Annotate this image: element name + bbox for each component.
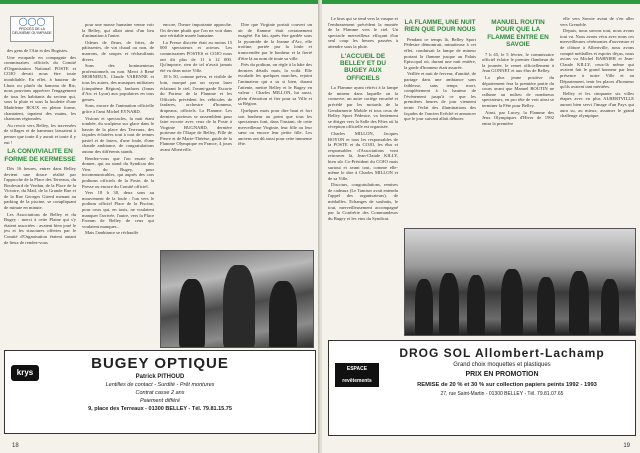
page-number: 18 bbox=[12, 443, 19, 449]
paragraph: Charles MILLON, Jacques BOYON et tous les responsables de la POSTE et du COJO, les élus et responsables d'Associations vont retrouver là, Jean-Claude KILLY, bien sûr Co-Président du COJO mais surtout et avant tout, comme elle-même le dire à Charles MILLON et de sa Ville. bbox=[328, 130, 398, 181]
person-silhouette bbox=[179, 279, 205, 348]
paragraph: pour une masse humaine venue voir la Belley, qui allait ainsi d'un lieu d'animation à l'autre. bbox=[82, 22, 154, 39]
ad-title: DROG SOL Allombert-Lachamp bbox=[399, 346, 605, 360]
page-number: 19 bbox=[623, 443, 630, 449]
paragraph: 7 h 45, le 5 février, le commissaire officiel éclaire le premier flambeau de la journée, le remet officiellement à Jean GONNET et aux élus de Belley. bbox=[482, 51, 554, 74]
person-silhouette bbox=[537, 277, 555, 335]
person-silhouette bbox=[601, 279, 619, 335]
top-green-bar bbox=[322, 0, 640, 4]
left-column-1 bbox=[4, 48, 76, 346]
paragraph: Ainsi, par Lucey, la Flamme des Jeux Olympiques d'Hiver de 1992 entra la première bbox=[482, 109, 554, 126]
section-heading: MANUEL ROUTIN POUR QUE LA FLAMME ENTRE EN SAVOIE bbox=[487, 19, 549, 49]
ad-line: REMISE de 20 % et 30 % sur collection papiers peints 1992 - 1993 bbox=[417, 382, 597, 388]
espace-logo: ESPACE revêtements bbox=[335, 363, 379, 387]
ad-line: PRIX EN PROMOTION bbox=[465, 371, 539, 378]
ad-line: Lentilles de contact - Surdité - Prêt montures bbox=[105, 382, 215, 388]
paragraph: Quelques mots pour dire haut et fort son bonheur au point que tous les spectateurs font, dans l'instant, de cette merveilleuse Virginie, leur fille ou leur sœur ou encore leur petite fille. Les anciens ont dû aussi pour cette immense fête. bbox=[238, 107, 312, 147]
paragraph: Belley et les cinquante six villes étapes avec en plus ALBERTVILLE auront bien servi l'image d'un Pays qui aura su, au mieux, assumer le grand challenge olympique. bbox=[560, 90, 634, 119]
person-silhouette bbox=[467, 275, 485, 335]
paragraph: Mais l'ambiance se réchauffe bbox=[85, 230, 139, 236]
right-column-1 bbox=[328, 16, 398, 334]
paragraph: Discours, congratulations, remises de cadeaux (Le Tamiser avait entendu l'appel des organisateurs), de médailles. Echanges de souhaits, le tout, merveilleusement accompagné par la Confrérie des Commandeurs du Bugey et les vins du Syndicat. bbox=[328, 182, 398, 221]
section-heading: L'ACCUEIL DE BELLEY ET DU BUGEY AUX OFFICIELS bbox=[339, 52, 387, 82]
person-silhouette bbox=[501, 269, 523, 335]
paragraph: Depuis, nous savons tout, nous avons tout vu. Nous avons vécu avec nous ces merveilleuses cérémonies d'ouverture et de clôture à Albertville, nous avons compté médailles et espoirs déçus, nous avons vu Michel BARNIER et Jean-Claude KILLY, ceux-là même qui avaient fait le grand honneur par leur présence à notre Ville et au Département, tenir les places d'honneur qu'ils avaient tant méritées. bbox=[560, 28, 634, 90]
paragraph: Visions et spectacles, la nuit étant tombée, du sculpteur sur glace dans le bassin de la place des Terreaux, des façades éclairées tout à tout de teintes pastel et de lasers, d'une foule, d'une chaude ambiance, de congratulations autour des différents stands. bbox=[82, 115, 154, 155]
ad-address: 27, rue Saint-Martin - 01300 BELLEY - Tél. 79.81.07.65 bbox=[440, 391, 564, 397]
left-column-4 bbox=[238, 22, 312, 246]
paragraph: Pendant ce temps là, Belley Sport Pédestre démontrait, minutieuse à cet effet, conduisait la lampe de mineur portant la flamme jusque au Palais Episcopal où, durant une nuit entière, la garde d'honneur était assurée. bbox=[404, 36, 476, 70]
paragraph: Vers 18 h 30, deux sons au mouvement de la foule : l'un vers le podium officiel Place de la Piscine, pour ceux qui, en taxis, ne voulaient manquer l'arrivée, l'autre, vers la Place Fromm de Belley de ceux qui voulaient manquer... bbox=[82, 190, 154, 229]
ad-drog-sol bbox=[328, 340, 636, 436]
paragraph: Les Associations de Belley et du Bugey : merci à cette Plaine qui s'y étaient associées : avaient bien joué le jeu et les structures offertes par le Comité d'Organisation étaient autant de lieux de rendez-vous bbox=[4, 211, 76, 245]
paragraph: Près du podium, on règle à la hâte des derniers détails mais, la voilà. Elle escalade les quelques marches, rejoint l'animateur qui a su si bien, durant l'attente, mettre Belley et le Bugey en valeur : Charles MILLON, lui aussi, plein d'émotion et fier pour sa Ville et sa Région. bbox=[238, 62, 312, 107]
paragraph: elle vers Savoie avant de s'en aller vers Grenoble. bbox=[560, 16, 634, 27]
right-page bbox=[322, 0, 640, 453]
person-silhouette bbox=[269, 281, 297, 348]
person-silhouette bbox=[415, 279, 433, 335]
paragraph: encore, l'heure importante approche. On devine plutôt que l'on ne voit dans une véritable marée humaine. bbox=[160, 22, 232, 39]
paragraph: Le bras qui se tend vers la vasque et l'embrasement précédent la montée de la Flamme vers le ciel. Un spectacle merveilleux effaçant d'un seul coup les heures passées à attendre sous la pluie. bbox=[328, 16, 398, 49]
person-silhouette bbox=[439, 273, 459, 335]
section-heading: LA CONVIVIALITE EN FORME DE KERMESSE bbox=[4, 148, 76, 163]
paragraph: Odeurs de fleurs, de frites, de pâtisseries, de vin chaud ou non, de marrons, de soupes et réchauffants divers. bbox=[82, 39, 154, 62]
paragraph: Au revoir vers Belley, les traversées de villages et de hameaux laissaient à penser que toute il y aurait et toute il y eut ! bbox=[4, 122, 76, 145]
photo-ceremony bbox=[404, 228, 636, 336]
section-heading: LA FLAMME, UNE NUIT RIEN QUE POUR NOUS bbox=[404, 19, 476, 34]
right-column-2 bbox=[404, 16, 476, 222]
left-column-2 bbox=[82, 22, 154, 346]
krys-logo: krys bbox=[11, 365, 39, 381]
paragraph: Une escapade en compagnie des commissaires officiels du Comité d'Organisation National POSTE et COJO devait nous être toute inoubliable. En effet, à hauteur de Lhuis ou plutôt du hameau de Riz, nous pouvions apprécier l'engagement de tous les habitants du secteur qui, sous la pluie et sous la houlette d'une Madeleine ROUX en pleine forme, chantaient, tapaient des mains, les chansons régionales. bbox=[4, 54, 76, 122]
paragraph: Sons, encore de l'animation officielle grâce à l'ami Michel EYNARD. bbox=[82, 103, 154, 114]
person-silhouette bbox=[223, 265, 255, 348]
ad-line: Paiement différé bbox=[139, 398, 181, 404]
ad-bugey-optique bbox=[4, 350, 316, 434]
paragraph: Veillée et nuit de ferveur, d'amitié, de partage dans une ambiance sans faiblesse, sans temps mort, complètement à la hauteur de l'événement jusqu'à ce que les premières heures de jour viennent ternir l'éclat des illuminations des façades de l'ancien Evêché et annoncer que le jour suivant allait débuter. bbox=[404, 71, 476, 122]
ad-title: BUGEY OPTIQUE bbox=[91, 355, 229, 372]
left-column-3 bbox=[160, 22, 232, 246]
ad-name: Patrick PITHOUD bbox=[135, 374, 185, 380]
paragraph: Dès 16 heures, entrer dans Belley devient une douce réalité par l'approche de la Place des Terreaux, du Boulevard de Verdun, de la Place de la Victoire, du Mail, de la Grande Rue et de la Rue Georges Girerd menant au parking de la piscine, se compliquant de minute en minute. bbox=[4, 165, 76, 211]
paragraph: Dire que Virginie portait couvert un air de flamme était certainement exagéré. En fait, après être gardée sous la pyramide de la Jeanne d'Arc, elle trottine, portée par la foule et transcendée par le bonheur et la fierté d'être là au nom de toute sa ville. bbox=[238, 22, 312, 61]
paragraph: La Presse discrète était au moins 15 000 spectateurs et acteurs. Les commissaires POSTES et COJO nous ont dit plus de 11 à 12 000. Qu'importe, rien de tel n'avait jamais été vu dans notre Ville. bbox=[160, 39, 232, 73]
olympic-rings-icon: ◯◯◯ bbox=[18, 17, 46, 26]
ad-address: 9, place des Terreaux - 01300 BELLEY - Tél. 79.81.15.75 bbox=[88, 406, 232, 412]
paragraph: Rendez-vous que l'on essaie de donner, qui au stand du Syndicat des Vins du Bugey, pour incommunicables, qui auprès des cars podiums officiels de la Poste, de la Presse ou encore du Comité officiel. bbox=[82, 155, 154, 189]
paragraph: La plus jeune positive du département fera la première partie du cours avant que Manuel ROUTIN ne rallume au milieu de nombreux spectateurs, en pro tête de voir ainsi se terminer la Fête pour Belley. bbox=[482, 75, 554, 108]
olympic-logo: ◯◯◯ PROCÈS DE LA DEUXIÈME OLYMPIADE bbox=[10, 16, 54, 42]
paragraph: Sons des bonimenteurs professionnels ou non. Merci à René MORNIEUX, Claude VARENNE et tous les autres, des musiques militaires (cinquième Région), fanfares (Jonas d'Arc et Lyon) aux populaires en tous genres. bbox=[82, 63, 154, 102]
paragraph: des gens de l'Ain et des Bugistes. bbox=[7, 48, 69, 53]
photo-officials bbox=[160, 250, 314, 348]
person-silhouette bbox=[569, 271, 589, 335]
top-green-bar bbox=[0, 0, 320, 4]
paragraph: 18 h 50, comme prévu, et visible de loin, marqué par un rayon laser éclairant le ciel, l'avant-garde Escorte du Porteur de la Flamme et les Officiels précèdent les véhicules de fanfares, orchestre d'honneur, drapeaux, officiels. La Flamme. Les derniers porteurs se rassemblent pour faire escorte avec ceux de la Poste à Virginie BUGNARD, dernière porteuse de l'Etape de Belley, Fille de Pierre et de Marie-Thérèse, guide de la Flamme Olympique en France, 4 jours avant Albertville. bbox=[160, 74, 232, 153]
paragraph: La Flamme ayant rétréci à la lampe de mineur dans laquelle on la conserve, un autre cortège encadré et précédé par les motards de la Gendarmerie Mobile et tous ceux de Belley Sport Pédestre, va lentement se diriger vers la Salle des Fêtes où la réception officielle est organisée. bbox=[328, 85, 398, 130]
right-column-4 bbox=[560, 16, 634, 222]
ad-line: Grand choix moquettes et plastiques bbox=[453, 362, 551, 368]
right-column-3 bbox=[482, 16, 554, 222]
ad-line: Contrat casse 2 ans bbox=[135, 390, 185, 396]
